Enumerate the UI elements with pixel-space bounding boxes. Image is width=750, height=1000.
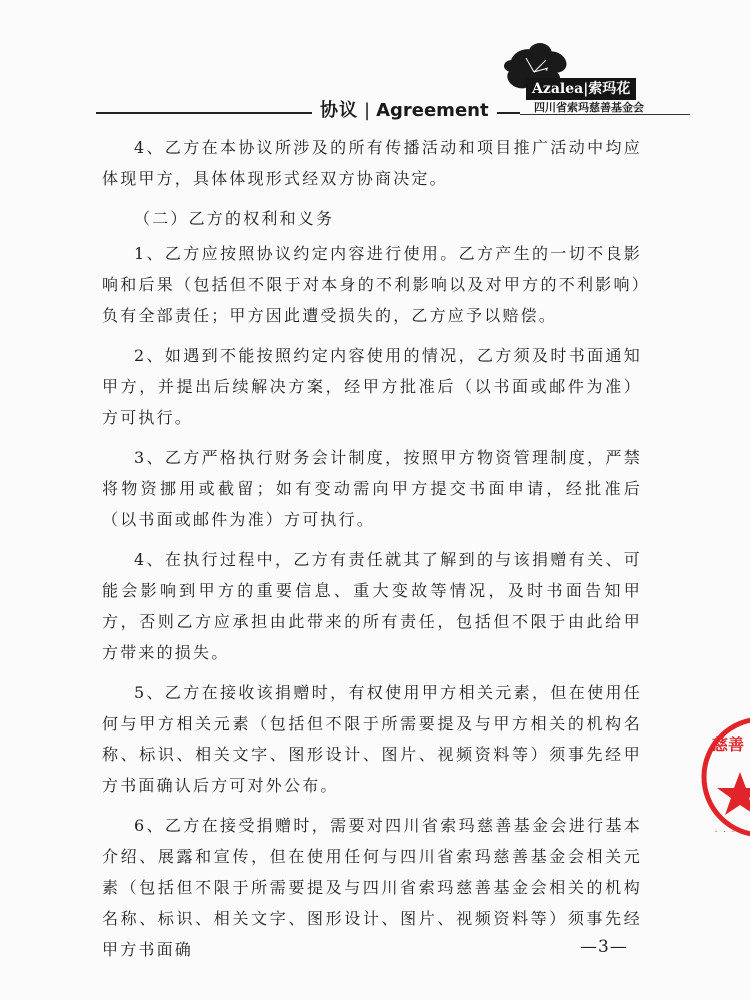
logo-rule: [520, 114, 690, 115]
logo-brand-en: Azalea: [532, 81, 584, 97]
seal-number: · · · ·: [714, 828, 744, 836]
paragraph-3: 2、如遇到不能按照约定内容使用的情况，乙方须及时书面通知甲方，并提出后续解决方案，经甲方批准后（以书面或邮件为准）方可执行。: [102, 346, 642, 427]
seal-text: 慈善: [712, 735, 745, 754]
header-title-en: Agreement: [376, 100, 489, 121]
header-title-separator: |: [364, 100, 371, 121]
page-number: —3—: [580, 937, 628, 957]
logo-brand-cn: 索玛花: [588, 81, 631, 97]
agreement-body: [102, 132, 642, 974]
logo-brand-band: [526, 78, 636, 100]
header-title-cn: 协议: [320, 100, 358, 121]
red-star-seal-icon: [700, 712, 750, 842]
paragraph-4: 3、乙方严格执行财务会计制度，按照甲方物资管理制度，严禁将物资挪用或截留；如有变动需向甲方提交书面申请，经批准后（以书面或邮件为准）方可执行。: [102, 448, 642, 529]
paragraph-5: 4、在执行过程中，乙方有责任就其了解到的与该捐赠有关、可能会影响到甲方的重要信息、重大变故等情况，及时书面告知甲方，否则乙方应承担由此带来的所有责任，包括但不限于由此给甲方带来的损失。: [102, 550, 642, 662]
logo-brand-separator: |: [583, 81, 589, 97]
paragraph-7: 6、乙方在接受捐赠时，需要对四川省索玛慈善基金会进行基本介绍、展露和宣传，但在使用任何与四川省索玛慈善基金会相关元素（包括但不限于所需要提及与四川省索玛慈善基金会相关的机构名称、标识、相关文字、图形设计、图片、视频资料等）须事先经甲方书面确: [102, 816, 642, 959]
organization-logo: [500, 38, 690, 118]
header-title: [312, 96, 497, 126]
section-heading: （二）乙方的权利和义务: [134, 209, 335, 228]
paragraph-2: 1、乙方应按照协议约定内容进行使用。乙方产生的一切不良影响和后果（包括但不限于对本身的不利影响以及对甲方的不利影响）负有全部责任；甲方因此遭受损失的，乙方应予以赔偿。: [102, 244, 642, 325]
paragraph-1: 4、乙方在本协议所涉及的所有传播活动和项目推广活动中均应体现甲方，具体体现形式经双方协商决定。: [102, 138, 642, 188]
paragraph-6: 5、乙方在接收该捐赠时，有权使用甲方相关元素，但在使用任何与甲方相关元素（包括但不限于所需要提及与甲方相关的机构名称、标识、相关文字、图形设计、图片、视频资料等）须事先经甲方书面确认后方可对外公布。: [102, 683, 642, 795]
logo-org-name: 四川省索玛慈善基金会: [534, 101, 644, 114]
